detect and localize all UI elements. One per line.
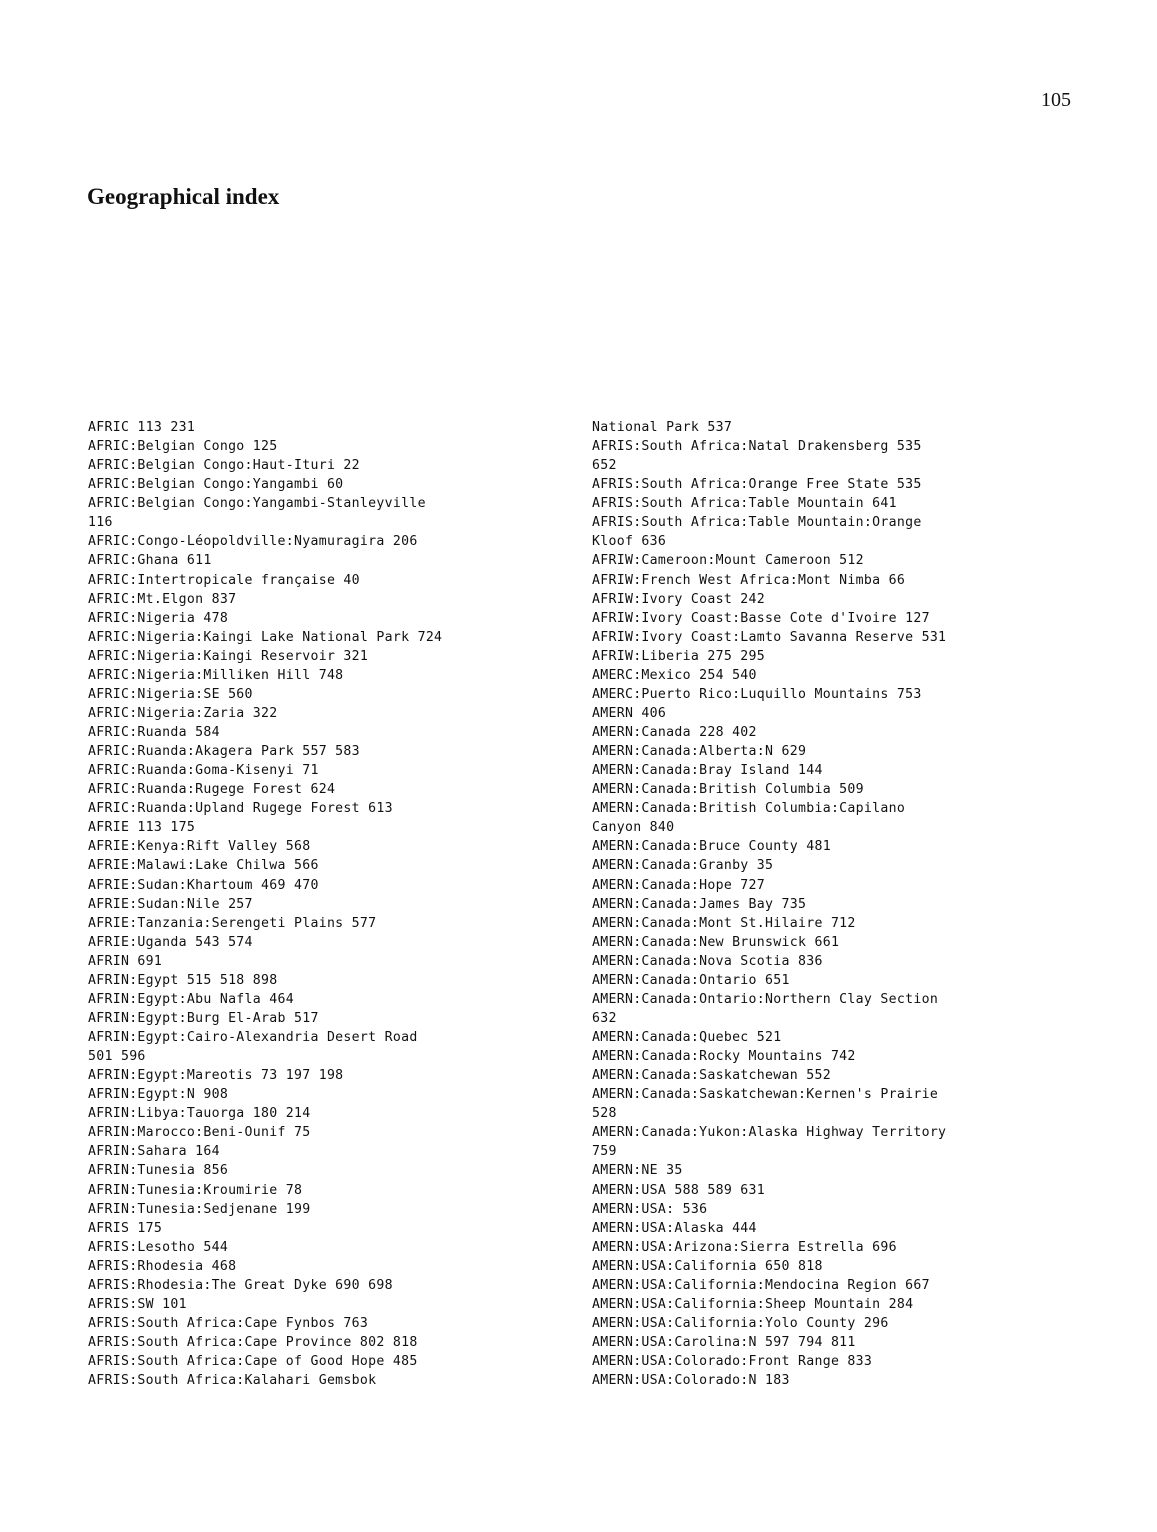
- index-entry: AFRIC:Congo-Léopoldville:Nyamuragira 206: [88, 534, 418, 550]
- index-entry: AFRIC:Nigeria 478: [88, 610, 229, 626]
- index-entry: AMERN:Canada:Granby 35: [592, 858, 774, 874]
- index-entry: AMERN:Canada:Bruce County 481: [592, 839, 831, 855]
- index-entry: AFRIC:Ruanda 584: [88, 725, 220, 740]
- index-entry: AFRIC:Belgian Congo:Yangambi 60: [88, 477, 344, 493]
- index-entry: AFRIC:Belgian Congo:Haut-Ituri 22: [88, 458, 360, 474]
- index-entry: AFRIS:Lesotho 544: [88, 1239, 229, 1255]
- index-entry: AMERN:USA:Colorado:Front Range 833: [592, 1354, 873, 1370]
- index-entry: AFRIC:Ruanda:Rugege Forest 624: [88, 782, 336, 798]
- index-entry: National Park 537: [592, 420, 733, 435]
- index-entry: AFRIS:Rhodesia:The Great Dyke 690 698: [88, 1277, 393, 1293]
- index-entry: AFRIN:Tunesia 856: [88, 1163, 229, 1179]
- index-entry: AMERN:Canada:New Brunswick 661: [592, 934, 840, 950]
- index-entry: AFRIC:Ruanda:Akagera Park 557 583: [88, 744, 360, 760]
- index-entry: AFRIC:Belgian Congo 125: [88, 439, 278, 455]
- index-entry: AFRIN:Sahara 164: [88, 1144, 220, 1160]
- index-entry: AFRIE:Sudan:Khartoum 469 470: [88, 877, 319, 893]
- index-entry: AFRIC:Nigeria:SE 560: [88, 686, 253, 702]
- index-entry: AMERN:USA:Colorado:N 183: [592, 1373, 790, 1389]
- index-entry: 501 596: [88, 1049, 146, 1065]
- index-entry: AMERN:Canada:Ontario 651: [592, 972, 790, 988]
- index-entry: AFRIS:South Africa:Cape Fynbos 763: [88, 1315, 369, 1331]
- index-entry: AFRIN:Tunesia:Kroumirie 78: [88, 1182, 303, 1198]
- index-entry: AMERN:USA: 536: [592, 1201, 708, 1217]
- index-entry: AMERN:Canada:Saskatchewan 552: [592, 1068, 831, 1084]
- index-entry: AFRIC:Nigeria:Kaingi Reservoir 321: [88, 648, 369, 664]
- index-entry: AFRIE:Malawi:Lake Chilwa 566: [88, 858, 319, 874]
- index-entry: AMERC:Mexico 254 540: [592, 667, 757, 683]
- index-entry: Kloof 636: [592, 534, 667, 550]
- index-entry: AFRIC:Ruanda:Goma-Kisenyi 71: [88, 763, 319, 779]
- index-entry: AMERN:USA:Alaska 444: [592, 1220, 757, 1236]
- index-entry: AMERN:USA:California:Sheep Mountain 284: [592, 1296, 914, 1312]
- index-entry: AMERN 406: [592, 705, 667, 721]
- index-entry: AFRIS:South Africa:Cape Province 802 818: [88, 1335, 418, 1350]
- index-entry: AFRIS:South Africa:Orange Free State 535: [592, 477, 922, 493]
- index-entry: AMERN:Canada:Yukon:Alaska Highway Territory: [592, 1125, 947, 1141]
- index-entry: AFRIS 175: [88, 1220, 163, 1236]
- page-title: Geographical index: [87, 184, 280, 209]
- index-entry: AFRIS:Rhodesia 468: [88, 1258, 237, 1274]
- index-entry: AFRIC:Mt.Elgon 837: [88, 591, 237, 607]
- index-entry: AMERN:Canada:British Columbia:Capilano: [592, 801, 906, 817]
- index-entry: AFRIN:Egypt:Mareotis 73 197 198: [88, 1068, 344, 1084]
- index-entry: AFRIW:Ivory Coast:Basse Cote d'Ivoire 127: [592, 610, 930, 626]
- index-entry: AFRIC:Nigeria:Zaria 322: [88, 705, 278, 721]
- index-entry: AMERN:Canada:Ontario:Northern Clay Section: [592, 991, 939, 1007]
- index-entry: AMERN:USA:Arizona:Sierra Estrella 696: [592, 1239, 897, 1255]
- index-entry: AFRIE:Sudan:Nile 257: [88, 896, 253, 912]
- index-entry: AFRIC:Nigeria:Kaingi Lake National Park 724: [88, 629, 443, 645]
- index-entry: AFRIN:Egypt:Cairo-Alexandria Desert Road: [88, 1030, 418, 1045]
- index-entry: AFRIS:SW 101: [88, 1296, 187, 1312]
- index-entry: 759: [592, 1144, 617, 1160]
- index-entry: AFRIE:Uganda 543 574: [88, 934, 253, 950]
- index-entry: AMERN:Canada:British Columbia 509: [592, 782, 864, 798]
- index-entry: AFRIE 113 175: [88, 820, 196, 836]
- index-entry: AFRIS:South Africa:Kalahari Gemsbok: [88, 1373, 377, 1389]
- index-entry: AFRIC:Nigeria:Milliken Hill 748: [88, 667, 344, 683]
- index-entry: AFRIC 113 231: [88, 420, 196, 435]
- index-entry: AFRIS:South Africa:Cape of Good Hope 485: [88, 1354, 418, 1370]
- index-entry: AMERN:Canada:James Bay 735: [592, 896, 807, 912]
- index-entry: AFRIE:Tanzania:Serengeti Plains 577: [88, 915, 377, 931]
- index-entry: 632: [592, 1010, 617, 1026]
- index-entry: AMERN:Canada:Quebec 521: [592, 1030, 782, 1045]
- index-entry: AFRIW:Cameroon:Mount Cameroon 512: [592, 553, 864, 569]
- index-entry: AFRIN:Egypt 515 518 898: [88, 972, 278, 988]
- index-entry: 528: [592, 1106, 617, 1122]
- index-entry: AMERN:USA:Carolina:N 597 794 811: [592, 1335, 856, 1350]
- page-number: 105: [1041, 89, 1071, 111]
- index-entry: AFRIN:Egypt:Abu Nafla 464: [88, 991, 294, 1007]
- index-entry: AFRIW:French West Africa:Mont Nimba 66: [592, 572, 906, 588]
- index-column-right: [592, 418, 1072, 1390]
- index-entry: AFRIW:Ivory Coast 242: [592, 591, 766, 607]
- index-entry: AFRIC:Intertropicale française 40: [88, 572, 360, 588]
- index-entry: AMERN:Canada 228 402: [592, 725, 757, 740]
- index-entry: AFRIN 691: [88, 953, 163, 969]
- index-entry: AFRIN:Egypt:Burg El-Arab 517: [88, 1010, 319, 1026]
- index-entry: AFRIN:Libya:Tauorga 180 214: [88, 1106, 311, 1122]
- index-entry: AFRIS:South Africa:Table Mountain 641: [592, 496, 897, 512]
- index-entry: AMERN:USA:California:Mendocina Region 667: [592, 1277, 930, 1293]
- index-entry: AMERN:Canada:Rocky Mountains 742: [592, 1049, 856, 1065]
- index-entry: AMERN:Canada:Mont St.Hilaire 712: [592, 915, 856, 931]
- index-entry: 116: [88, 515, 113, 531]
- index-entry: AMERN:Canada:Bray Island 144: [592, 763, 823, 779]
- index-entry: AFRIC:Belgian Congo:Yangambi-Stanleyville: [88, 496, 426, 512]
- index-entry: AFRIC:Ghana 611: [88, 553, 212, 569]
- index-entry: AMERN:Canada:Saskatchewan:Kernen's Prairie: [592, 1087, 939, 1103]
- index-entry: AFRIW:Ivory Coast:Lamto Savanna Reserve 531: [592, 629, 947, 645]
- index-column-left: [88, 418, 528, 1390]
- index-entry: AMERN:NE 35: [592, 1163, 683, 1179]
- index-entry: AMERN:Canada:Hope 727: [592, 877, 766, 893]
- index-entry: AMERN:USA 588 589 631: [592, 1182, 766, 1198]
- index-entry: AFRIS:South Africa:Table Mountain:Orange: [592, 515, 922, 531]
- index-entry: Canyon 840: [592, 820, 675, 836]
- index-entry: AFRIW:Liberia 275 295: [592, 648, 766, 664]
- index-entry: AMERN:USA:California:Yolo County 296: [592, 1315, 889, 1331]
- index-entry: AMERN:Canada:Nova Scotia 836: [592, 953, 823, 969]
- index-entry: AFRIE:Kenya:Rift Valley 568: [88, 839, 311, 855]
- index-entry: AMERN:Canada:Alberta:N 629: [592, 744, 807, 760]
- index-entry: AFRIC:Ruanda:Upland Rugege Forest 613: [88, 801, 393, 817]
- index-entry: AFRIS:South Africa:Natal Drakensberg 535: [592, 439, 922, 455]
- index-entry: AMERN:USA:California 650 818: [592, 1258, 823, 1274]
- index-entry: AFRIN:Marocco:Beni-Ounif 75: [88, 1125, 311, 1141]
- index-entry: AFRIN:Tunesia:Sedjenane 199: [88, 1201, 311, 1217]
- index-entry: 652: [592, 458, 617, 474]
- index-entry: AMERC:Puerto Rico:Luquillo Mountains 753: [592, 686, 922, 702]
- index-entry: AFRIN:Egypt:N 908: [88, 1087, 229, 1103]
